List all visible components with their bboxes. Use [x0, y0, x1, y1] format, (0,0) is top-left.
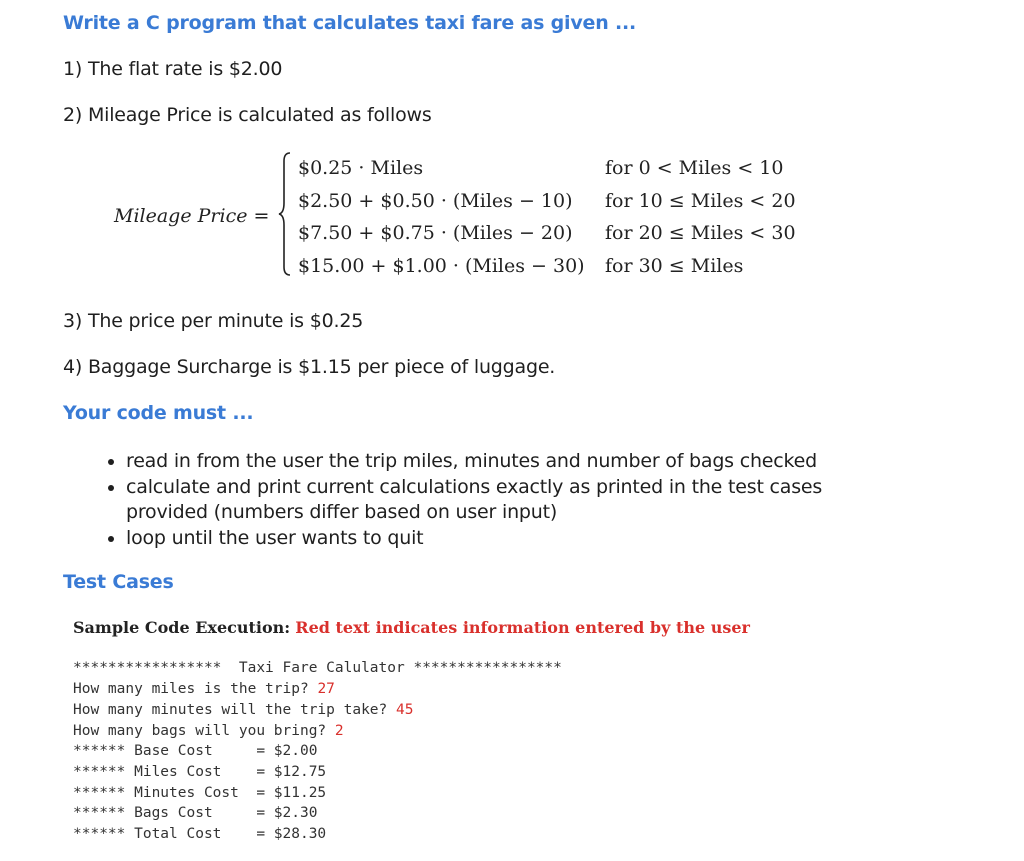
result-value: = $28.30 [256, 826, 327, 842]
sample-execution-title [73, 618, 750, 637]
result-value: = $2.00 [256, 743, 318, 759]
formula-case-2-cond: for 10 ≤ Miles < 20 [605, 190, 796, 212]
console-base-cost [73, 743, 317, 759]
rule-flat-rate: 1) The flat rate is $2.00 [63, 58, 283, 80]
formula-case-4-cond: for 30 ≤ Miles [605, 255, 744, 277]
console-prompt-minutes [73, 702, 413, 718]
user-input: 2 [334, 723, 344, 739]
test-cases-heading: Test Cases [63, 571, 174, 593]
prompt-text: How many bags will you bring? [73, 723, 335, 739]
rule-baggage-surcharge: 4) Baggage Surcharge is $1.15 per piece of luggage. [63, 356, 556, 378]
formula-case-1-cond: for 0 < Miles < 10 [605, 157, 784, 179]
result-label: ****** Base Cost [73, 743, 257, 759]
result-value: = $12.75 [256, 764, 327, 780]
console-prompt-bags [73, 723, 344, 739]
list-item: • read in from the user the trip miles, minutes and number of bags checked [126, 449, 866, 475]
formula-case-3-cond: for 20 ≤ Miles < 30 [605, 222, 796, 244]
sample-note: Red text indicates information entered by the user [295, 618, 750, 637]
user-input: 27 [317, 681, 335, 697]
console-total-cost [73, 826, 326, 842]
result-label: ****** Miles Cost [73, 764, 257, 780]
rule-mileage-price: 2) Mileage Price is calculated as follows [63, 104, 432, 126]
sample-label: Sample Code Execution: [73, 618, 291, 637]
result-label: ****** Minutes Cost [73, 785, 257, 801]
console-banner: ***************** Taxi Fare Calulator ***************** [73, 660, 562, 676]
result-label: ****** Total Cost [73, 826, 257, 842]
console-miles-cost [73, 764, 326, 780]
requirements-heading: Your code must ... [63, 402, 254, 424]
prompt-text: How many miles is the trip? [73, 681, 318, 697]
console-bags-cost [73, 805, 317, 821]
console-minutes-cost [73, 785, 326, 801]
left-brace-icon [278, 151, 292, 277]
formula-lhs: Mileage Price = [114, 205, 270, 227]
prompt-text: How many minutes will the trip take? [73, 702, 397, 718]
result-label: ****** Bags Cost [73, 805, 257, 821]
formula-case-3-expr: $7.50 + $0.75 · (Miles − 20) [298, 222, 573, 244]
list-item: • loop until the user wants to quit [126, 526, 866, 552]
user-input: 45 [396, 702, 414, 718]
formula-case-1-expr: $0.25 · Miles [298, 157, 424, 179]
requirements-list [98, 449, 866, 551]
result-value: = $2.30 [256, 805, 318, 821]
console-prompt-miles [73, 681, 335, 697]
list-item: • calculate and print current calculations exactly as printed in the test cases provided (numbers differ based on user input) [126, 475, 866, 526]
problem-title: Write a C program that calculates taxi fare as given ... [63, 12, 637, 34]
result-value: = $11.25 [256, 785, 327, 801]
formula-case-4-expr: $15.00 + $1.00 · (Miles − 30) [298, 255, 585, 277]
rule-price-per-minute: 3) The price per minute is $0.25 [63, 310, 364, 332]
formula-case-2-expr: $2.50 + $0.50 · (Miles − 10) [298, 190, 573, 212]
